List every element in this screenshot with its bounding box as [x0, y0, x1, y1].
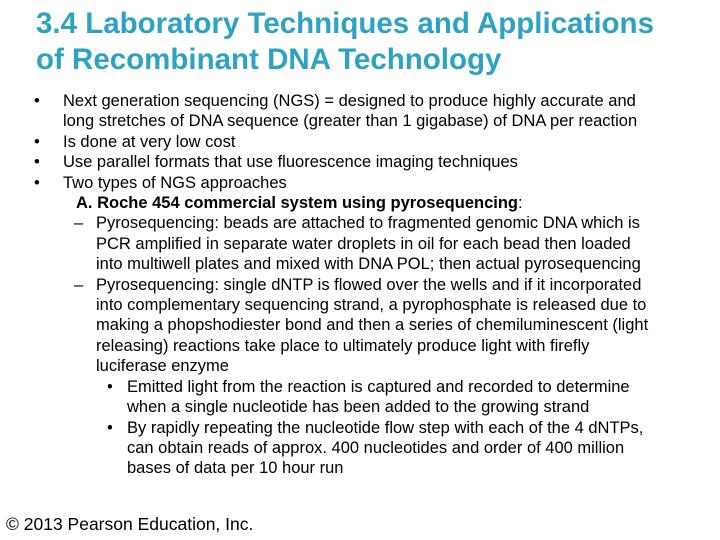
slide-title [36, 6, 716, 78]
bullet-marker: • [34, 173, 40, 192]
bullet-marker: • [34, 92, 40, 110]
text-line: can obtain reads of approx. 400 nucleotides and order of 400 million [127, 438, 625, 457]
bullet-marker: • [107, 377, 113, 396]
dash-marker: – [74, 275, 84, 294]
text-line: Use parallel formats that use fluorescence imaging techniques [63, 153, 518, 172]
text-line: Emitted light from the reaction is captured and recorded to determine [127, 377, 630, 396]
dash-text [96, 275, 718, 377]
text-line: into complementary sequencing strand, a pyrophosphate is released due to [96, 296, 647, 315]
dash-marker: – [74, 214, 84, 233]
text-line: into multiwell plates and mixed with DNA POL; then actual pyrosequencing [96, 255, 641, 274]
text-line: Is done at very low cost [63, 132, 236, 151]
slide-body [0, 91, 720, 479]
text-line: bases of data per 10 hour run [127, 459, 344, 478]
bullet-text [63, 173, 718, 193]
text-line: when a single nucleotide has been added to the growing strand [127, 398, 590, 417]
copyright-footer: © 2013 Pearson Education, Inc. [6, 514, 254, 534]
title-line-2: of Recombinant DNA Technology [36, 43, 502, 76]
text-line: Pyrosequencing: single dNTP is flowed over the wells and if it incorporated [96, 275, 642, 294]
bullet-item [0, 152, 720, 172]
bullet-text [63, 91, 718, 132]
subheading-suffix: : [518, 194, 523, 213]
title-line-1: 3.4 Laboratory Techniques and Applications [36, 7, 654, 40]
bullet-marker: • [34, 132, 40, 151]
text-line: Pyrosequencing: beads are attached to fragmented genomic DNA which is [96, 214, 640, 233]
text-line: Next generation sequencing (NGS) = designed to produce highly accurate and [63, 92, 636, 110]
bullet-item [0, 132, 720, 152]
dash-text [96, 213, 718, 274]
text-line: releasing) reactions take place to ultimately produce light with firefly [96, 336, 590, 355]
bullet-item [0, 173, 720, 193]
subbullet-item [0, 377, 720, 418]
subheading-bold: A. Roche 454 commercial system using pyrosequencing [76, 194, 518, 213]
bullet-marker: • [34, 153, 40, 172]
text-line: making a phopshodiester bond and then a series of chemiluminescent (light [96, 316, 649, 335]
subbullet-text [127, 418, 718, 479]
dash-item [0, 275, 720, 377]
subheading [76, 193, 720, 213]
text-line: PCR amplified in separate water droplets in oil for each bead then loaded [96, 234, 631, 253]
bullet-text [63, 132, 718, 152]
bullet-item [0, 91, 720, 132]
dash-item [0, 213, 720, 274]
subbullet-item [0, 418, 720, 479]
text-line: Two types of NGS approaches [63, 173, 287, 192]
text-line: long stretches of DNA sequence (greater than 1 gigabase) of DNA per reaction [63, 112, 638, 131]
text-line: luciferase enzyme [96, 357, 229, 376]
bullet-marker: • [107, 418, 113, 437]
bullet-text [63, 152, 718, 172]
text-line: By rapidly repeating the nucleotide flow step with each of the 4 dNTPs, [127, 418, 644, 437]
subbullet-text [127, 377, 718, 418]
